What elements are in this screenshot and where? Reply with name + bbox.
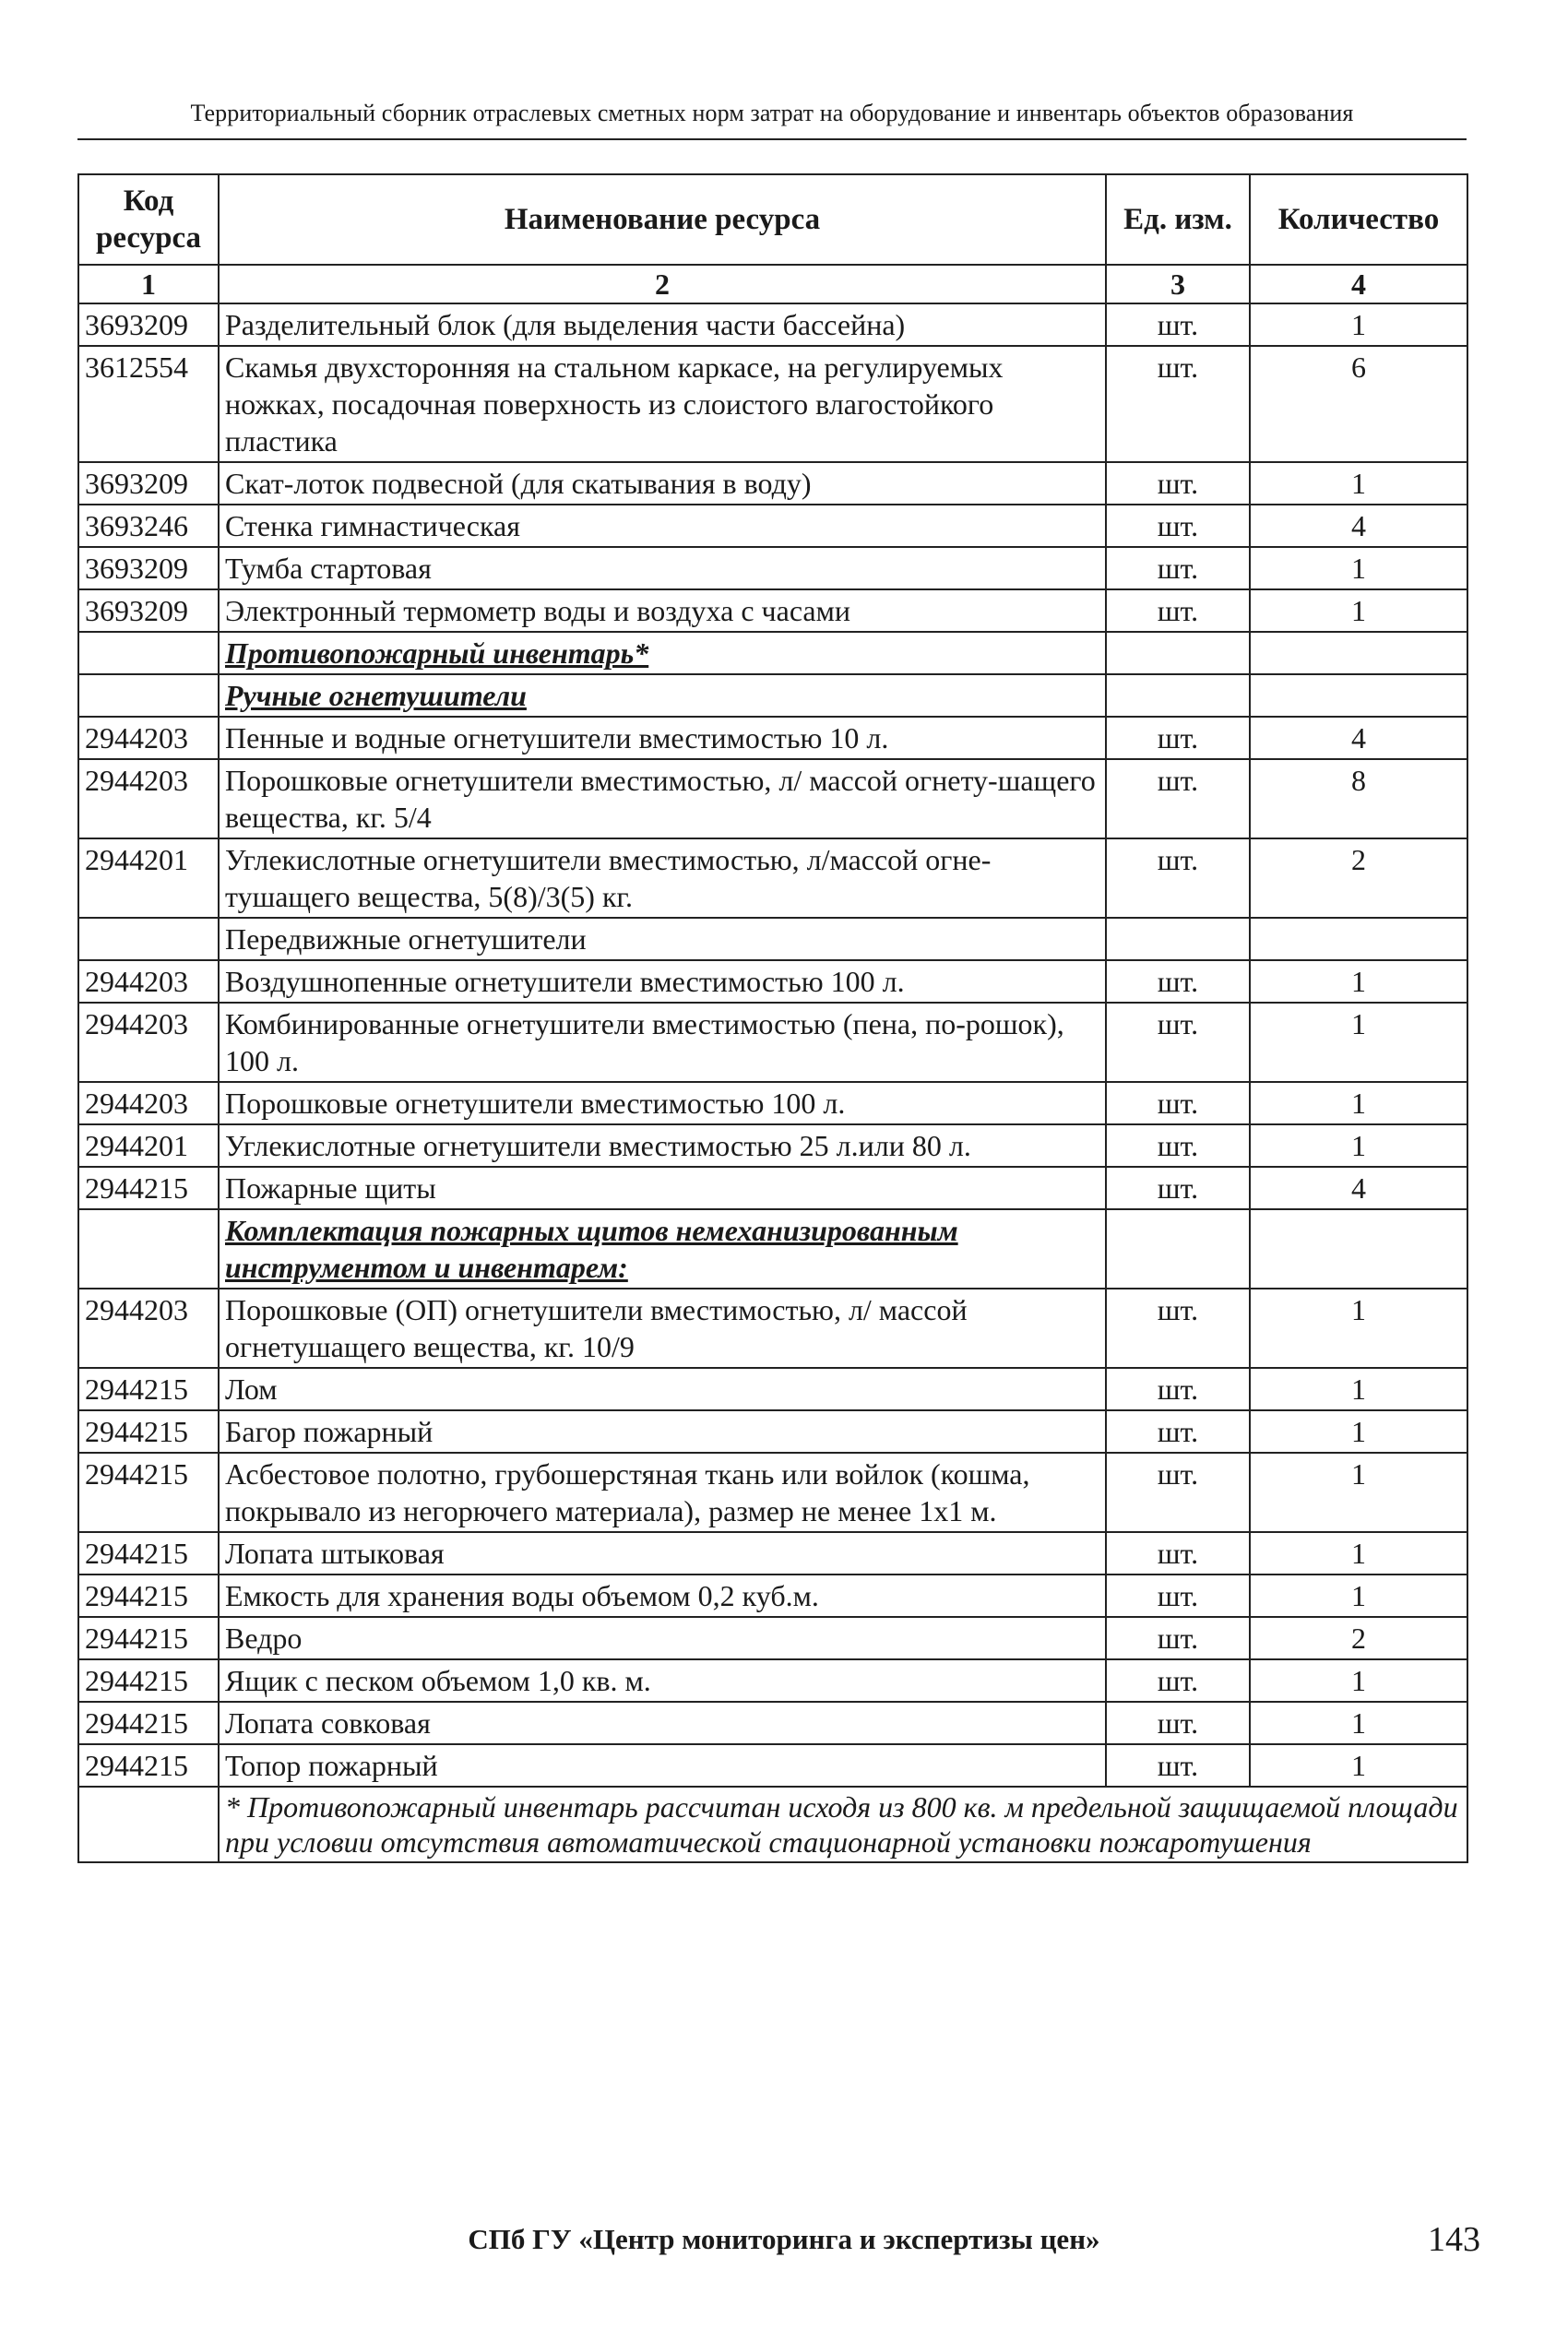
table-row <box>78 1003 1467 1082</box>
quantity-cell: 1 <box>1250 1453 1467 1532</box>
resource-code-cell <box>78 632 219 674</box>
resource-code-cell: 2944215 <box>78 1410 219 1453</box>
quantity-cell: 1 <box>1250 1410 1467 1453</box>
resource-code-cell: 2944215 <box>78 1575 219 1617</box>
table-row <box>78 838 1467 918</box>
note-row <box>78 1787 1467 1862</box>
resource-code-cell: 3693209 <box>78 303 219 346</box>
table-row <box>78 759 1467 838</box>
quantity-cell: 1 <box>1250 462 1467 505</box>
resource-name-cell: Электронный термометр воды и воздуха с часами <box>219 589 1106 632</box>
header-rule <box>77 138 1467 140</box>
note-empty-cell <box>78 1787 219 1862</box>
resource-name-cell: Ручные огнетушители <box>219 674 1106 717</box>
unit-cell: шт. <box>1106 547 1250 589</box>
resource-code-cell: 2944215 <box>78 1702 219 1744</box>
table-header-row <box>78 174 1467 265</box>
resource-code-cell: 3693209 <box>78 462 219 505</box>
resource-name-cell: Ящик с песком объемом 1,0 кв. м. <box>219 1659 1106 1702</box>
unit-cell: шт. <box>1106 1368 1250 1410</box>
resource-name-cell: Тумба стартовая <box>219 547 1106 589</box>
table-row <box>78 547 1467 589</box>
resource-name-cell: Асбестовое полотно, грубошерстяная ткань или войлок (кошма, покрывало из негорючего материала), размер не менее 1х1 м. <box>219 1453 1106 1532</box>
table-row <box>78 1410 1467 1453</box>
unit-cell <box>1106 918 1250 960</box>
resource-name-cell: Багор пожарный <box>219 1410 1106 1453</box>
quantity-cell: 4 <box>1250 505 1467 547</box>
resource-name-cell: Лопата штыковая <box>219 1532 1106 1575</box>
unit-cell: шт. <box>1106 1532 1250 1575</box>
resource-name-cell: Передвижные огнетушители <box>219 918 1106 960</box>
resource-name-cell: Порошковые огнетушители вместимостью 100 л. <box>219 1082 1106 1124</box>
table-row <box>78 462 1467 505</box>
table-row <box>78 674 1467 717</box>
resource-name-cell: Воздушнопенные огнетушители вместимостью 100 л. <box>219 960 1106 1003</box>
quantity-cell: 1 <box>1250 1368 1467 1410</box>
resource-code-cell: 2944215 <box>78 1532 219 1575</box>
table-row <box>78 346 1467 462</box>
unit-cell: шт. <box>1106 1617 1250 1659</box>
unit-cell: шт. <box>1106 505 1250 547</box>
table-row <box>78 1209 1467 1289</box>
table-row <box>78 1617 1467 1659</box>
quantity-cell <box>1250 674 1467 717</box>
quantity-cell: 1 <box>1250 303 1467 346</box>
resource-name-cell: Ведро <box>219 1617 1106 1659</box>
unit-cell: шт. <box>1106 1575 1250 1617</box>
unit-cell: шт. <box>1106 1659 1250 1702</box>
resource-name-cell: Скамья двухсторонняя на стальном каркасе, на регулируемых ножках, посадочная поверхность из слоистого влагостойкого пластика <box>219 346 1106 462</box>
unit-cell: шт. <box>1106 1124 1250 1167</box>
col-number: 3 <box>1106 265 1250 303</box>
resource-code-cell: 2944215 <box>78 1659 219 1702</box>
resource-code-cell: 2944215 <box>78 1453 219 1532</box>
resource-code-cell: 3693209 <box>78 589 219 632</box>
quantity-cell: 1 <box>1250 547 1467 589</box>
resource-code-cell <box>78 674 219 717</box>
resource-code-cell: 2944203 <box>78 1082 219 1124</box>
resource-code-cell: 2944203 <box>78 1003 219 1082</box>
resource-table <box>77 173 1468 1863</box>
table-row <box>78 1082 1467 1124</box>
quantity-cell: 1 <box>1250 960 1467 1003</box>
resource-name-cell: Противопожарный инвентарь* <box>219 632 1106 674</box>
resource-name-cell: Лом <box>219 1368 1106 1410</box>
table-row <box>78 960 1467 1003</box>
quantity-cell: 2 <box>1250 1617 1467 1659</box>
col-number: 2 <box>219 265 1106 303</box>
table-row <box>78 1744 1467 1787</box>
table-body <box>78 303 1467 1787</box>
quantity-cell: 4 <box>1250 717 1467 759</box>
unit-cell: шт. <box>1106 346 1250 462</box>
quantity-cell <box>1250 632 1467 674</box>
quantity-cell: 2 <box>1250 838 1467 918</box>
resource-name-cell: Стенка гимнастическая <box>219 505 1106 547</box>
resource-name-cell: Комплектация пожарных щитов немеханизированным инструментом и инвентарем: <box>219 1209 1106 1289</box>
quantity-cell: 1 <box>1250 1659 1467 1702</box>
resource-code-cell: 3612554 <box>78 346 219 462</box>
unit-cell: шт. <box>1106 462 1250 505</box>
footnote: * Противопожарный инвентарь рассчитан исходя из 800 кв. м предельной защищаемой площади при условии отсутствия автоматической стационарной установки пожаротушения <box>219 1787 1467 1862</box>
table-row <box>78 505 1467 547</box>
resource-name-cell: Разделительный блок (для выделения части бассейна) <box>219 303 1106 346</box>
unit-cell: шт. <box>1106 1744 1250 1787</box>
page-number: 143 <box>1428 2220 1480 2259</box>
resource-code-cell: 2944215 <box>78 1617 219 1659</box>
col-header-qty: Количество <box>1250 174 1467 265</box>
table-row <box>78 632 1467 674</box>
table-row <box>78 1368 1467 1410</box>
quantity-cell: 1 <box>1250 1289 1467 1368</box>
unit-cell: шт. <box>1106 759 1250 838</box>
unit-cell: шт. <box>1106 1702 1250 1744</box>
resource-name-cell: Углекислотные огнетушители вместимостью 25 л.или 80 л. <box>219 1124 1106 1167</box>
col-header-name: Наименование ресурса <box>219 174 1106 265</box>
unit-cell: шт. <box>1106 1453 1250 1532</box>
resource-name-cell: Скат-лоток подвесной (для скатывания в воду) <box>219 462 1106 505</box>
unit-cell: шт. <box>1106 960 1250 1003</box>
table-row <box>78 1532 1467 1575</box>
resource-code-cell <box>78 918 219 960</box>
table-row <box>78 1289 1467 1368</box>
unit-cell <box>1106 1209 1250 1289</box>
unit-cell: шт. <box>1106 303 1250 346</box>
table-row <box>78 1453 1467 1532</box>
resource-name-cell: Топор пожарный <box>219 1744 1106 1787</box>
resource-code-cell: 2944215 <box>78 1368 219 1410</box>
quantity-cell: 1 <box>1250 1702 1467 1744</box>
unit-cell: шт. <box>1106 589 1250 632</box>
quantity-cell: 4 <box>1250 1167 1467 1209</box>
resource-name-cell: Порошковые огнетушители вместимостью, л/ массой огнету-шащего вещества, кг. 5/4 <box>219 759 1106 838</box>
col-number: 1 <box>78 265 219 303</box>
quantity-cell: 6 <box>1250 346 1467 462</box>
table-row <box>78 1659 1467 1702</box>
col-header-code: Код ресурса <box>78 174 219 265</box>
table-row <box>78 1575 1467 1617</box>
resource-name-cell: Емкость для хранения воды объемом 0,2 куб.м. <box>219 1575 1106 1617</box>
unit-cell: шт. <box>1106 1289 1250 1368</box>
resource-code-cell: 2944203 <box>78 1289 219 1368</box>
table-row <box>78 1124 1467 1167</box>
unit-cell: шт. <box>1106 1082 1250 1124</box>
col-number: 4 <box>1250 265 1467 303</box>
running-header: Территориальный сборник отраслевых сметных норм затрат на оборудование и инвентарь объектов образования <box>190 100 1354 126</box>
col-header-unit: Ед. изм. <box>1106 174 1250 265</box>
resource-code-cell: 2944215 <box>78 1744 219 1787</box>
quantity-cell: 1 <box>1250 1082 1467 1124</box>
unit-cell <box>1106 632 1250 674</box>
table-row <box>78 589 1467 632</box>
quantity-cell: 1 <box>1250 1744 1467 1787</box>
unit-cell <box>1106 674 1250 717</box>
resource-code-cell: 2944203 <box>78 717 219 759</box>
quantity-cell <box>1250 1209 1467 1289</box>
unit-cell: шт. <box>1106 838 1250 918</box>
unit-cell: шт. <box>1106 1410 1250 1453</box>
quantity-cell: 1 <box>1250 1003 1467 1082</box>
table-row <box>78 1702 1467 1744</box>
quantity-cell: 1 <box>1250 1575 1467 1617</box>
quantity-cell: 8 <box>1250 759 1467 838</box>
resource-code-cell: 2944215 <box>78 1167 219 1209</box>
unit-cell: шт. <box>1106 1167 1250 1209</box>
unit-cell: шт. <box>1106 717 1250 759</box>
resource-code-cell: 2944201 <box>78 1124 219 1167</box>
table-row <box>78 717 1467 759</box>
resource-code-cell: 3693209 <box>78 547 219 589</box>
resource-code-cell: 2944201 <box>78 838 219 918</box>
quantity-cell: 1 <box>1250 589 1467 632</box>
resource-code-cell <box>78 1209 219 1289</box>
footer-organization: СПб ГУ «Центр мониторинга и экспертизы цен» <box>468 2223 1100 2255</box>
column-number-row <box>78 265 1467 303</box>
quantity-cell: 1 <box>1250 1124 1467 1167</box>
resource-code-cell: 3693246 <box>78 505 219 547</box>
table-row <box>78 1167 1467 1209</box>
resource-name-cell: Пожарные щиты <box>219 1167 1106 1209</box>
resource-name-cell: Порошковые (ОП) огнетушители вместимостью, л/ массой огнетушащего вещества, кг. 10/9 <box>219 1289 1106 1368</box>
resource-name-cell: Комбинированные огнетушители вместимостью (пена, по-рошок), 100 л. <box>219 1003 1106 1082</box>
resource-name-cell: Углекислотные огнетушители вместимостью, л/массой огне-тушащего вещества, 5(8)/3(5) кг. <box>219 838 1106 918</box>
quantity-cell: 1 <box>1250 1532 1467 1575</box>
resource-code-cell: 2944203 <box>78 759 219 838</box>
resource-name-cell: Лопата совковая <box>219 1702 1106 1744</box>
table-row <box>78 303 1467 346</box>
quantity-cell <box>1250 918 1467 960</box>
unit-cell: шт. <box>1106 1003 1250 1082</box>
resource-name-cell: Пенные и водные огнетушители вместимостью 10 л. <box>219 717 1106 759</box>
table-row <box>78 918 1467 960</box>
resource-code-cell: 2944203 <box>78 960 219 1003</box>
